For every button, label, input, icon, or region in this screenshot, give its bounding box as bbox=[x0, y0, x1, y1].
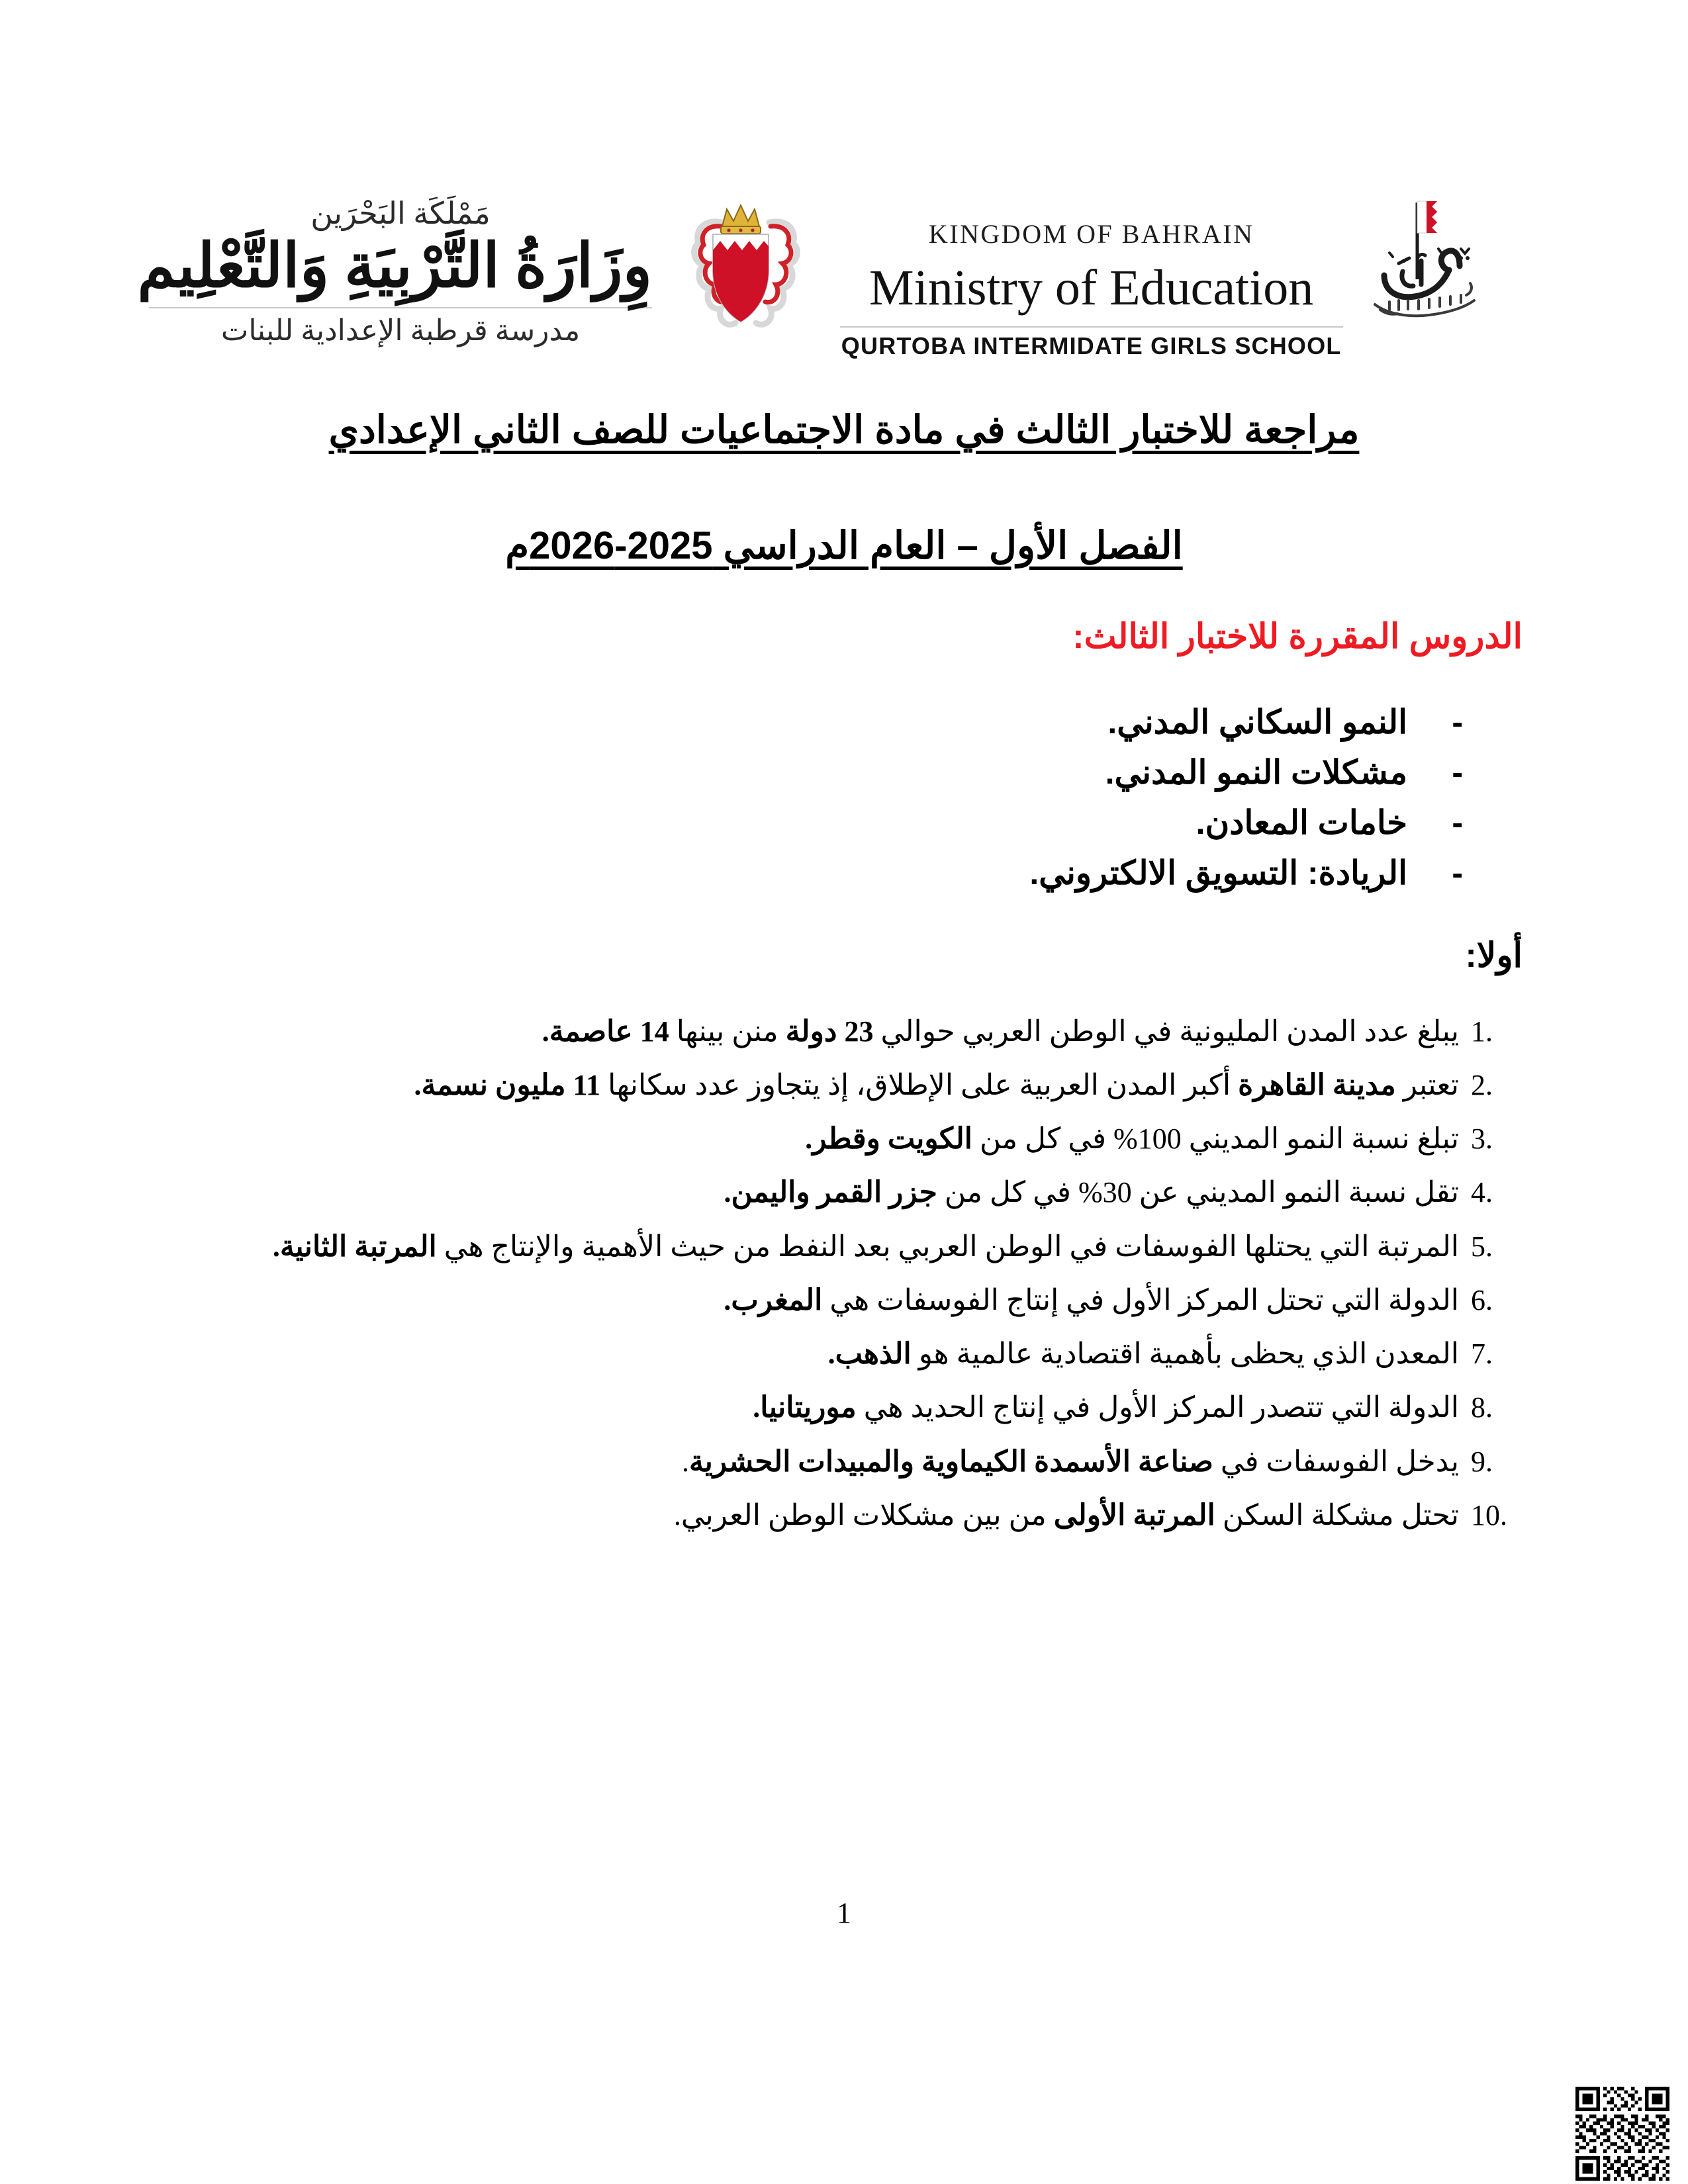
letterhead-english-ministry: Ministry of Education bbox=[869, 260, 1314, 316]
letterhead-english-divider bbox=[840, 326, 1343, 328]
table-row: المعدن الذي يحظى بأهمية اقتصادية عالمية هو الذهب. bbox=[827, 1338, 1459, 1371]
letterhead-arabic-divider bbox=[149, 307, 652, 308]
lesson-label: النمو السكاني المدني. bbox=[1107, 704, 1407, 741]
letterhead-arabic-school: مدرسة قرطبة الإعدادية للبنات bbox=[220, 314, 581, 347]
table-row: المرتبة التي يحتلها الفوسفات في الوطن العربي بعد النفط من حيث الأهمية والإنتاج هي المرتبة الثانية. bbox=[272, 1230, 1459, 1263]
letterhead-english-block bbox=[840, 192, 1343, 360]
lesson-label: مشكلات النمو المدني. bbox=[1105, 754, 1407, 791]
lesson-label: الريادة: التسويق الالكتروني. bbox=[1029, 854, 1407, 891]
qurtoba-school-logo bbox=[1360, 192, 1489, 351]
table-row: تعتبر مدينة القاهرة أكبر المدن العربية على الإطلاق، إذ يتجاوز عدد سكانها 11 مليون نسمة. bbox=[414, 1068, 1459, 1101]
table-row: تقل نسبة النمو المديني عن 30% في كل من جزر القمر واليمن. bbox=[724, 1176, 1459, 1209]
table-row: تحتل مشكلة السكن المرتبة الأولى من بين مشكلات الوطن العربي. bbox=[673, 1498, 1459, 1531]
bullet-dash-icon: - bbox=[1452, 754, 1463, 791]
bullet-dash-icon: - bbox=[1452, 804, 1463, 841]
page-subtitle-text: الفصل الأول – العام الدراسي 2025-2026م bbox=[505, 524, 1183, 567]
letterhead-arabic-ministry: وِزَارَةُ التَّرْبِيَةِ وَالتَّعْلِيم bbox=[137, 232, 653, 300]
page-title-text: مراجعة للاختبار الثالث في مادة الاجتماعيات للصف الثاني الإعدادي bbox=[328, 408, 1360, 451]
page-title bbox=[0, 407, 1688, 452]
bullet-dash-icon: - bbox=[1452, 854, 1463, 891]
table-row: الدولة التي تتصدر المركز الأول في إنتاج الحديد هي موريتانيا. bbox=[753, 1391, 1459, 1424]
bullet-dash-icon: - bbox=[1452, 704, 1463, 741]
list-item bbox=[165, 797, 1523, 848]
lesson-label: خامات المعادن. bbox=[1196, 804, 1407, 841]
letterhead-english-kingdom: KINGDOM OF BAHRAIN bbox=[928, 219, 1254, 249]
list-item bbox=[165, 697, 1523, 747]
question-list bbox=[165, 1008, 1523, 1539]
table-row: تبلغ نسبة النمو المديني 100% في كل من الكويت وقطر. bbox=[805, 1122, 1459, 1156]
page-number: 1 bbox=[837, 1897, 851, 1929]
letterhead-english-school: QURTOBA INTERMIDATE GIRLS SCHOOL bbox=[841, 332, 1342, 360]
qr-code-icon bbox=[1572, 2083, 1673, 2184]
letterhead bbox=[137, 192, 1489, 377]
section-heading-lessons: الدروس المقررة للاختبار الثالث: bbox=[1072, 617, 1523, 656]
section-label-firstly: أولا: bbox=[1465, 936, 1523, 975]
lesson-list bbox=[165, 697, 1523, 898]
list-item bbox=[165, 747, 1523, 797]
letterhead-arabic-kingdom: مَمْلَكَة البَحْرَين bbox=[310, 197, 491, 230]
letterhead-arabic-block bbox=[137, 192, 653, 348]
page-subtitle bbox=[0, 523, 1688, 568]
table-row: الدولة التي تحتل المركز الأول في إنتاج الفوسفات هي المغرب. bbox=[724, 1283, 1459, 1316]
list-item bbox=[165, 848, 1523, 898]
bahrain-coat-of-arms-icon bbox=[675, 192, 817, 357]
table-row: يدخل الفوسفات في صناعة الأسمدة الكيماوية والمبيدات الحشرية. bbox=[682, 1445, 1459, 1478]
document-body bbox=[165, 615, 1523, 1545]
table-row: يبلغ عدد المدن المليونية في الوطن العربي حوالي 23 دولة منن بينها 14 عاصمة. bbox=[541, 1015, 1459, 1048]
